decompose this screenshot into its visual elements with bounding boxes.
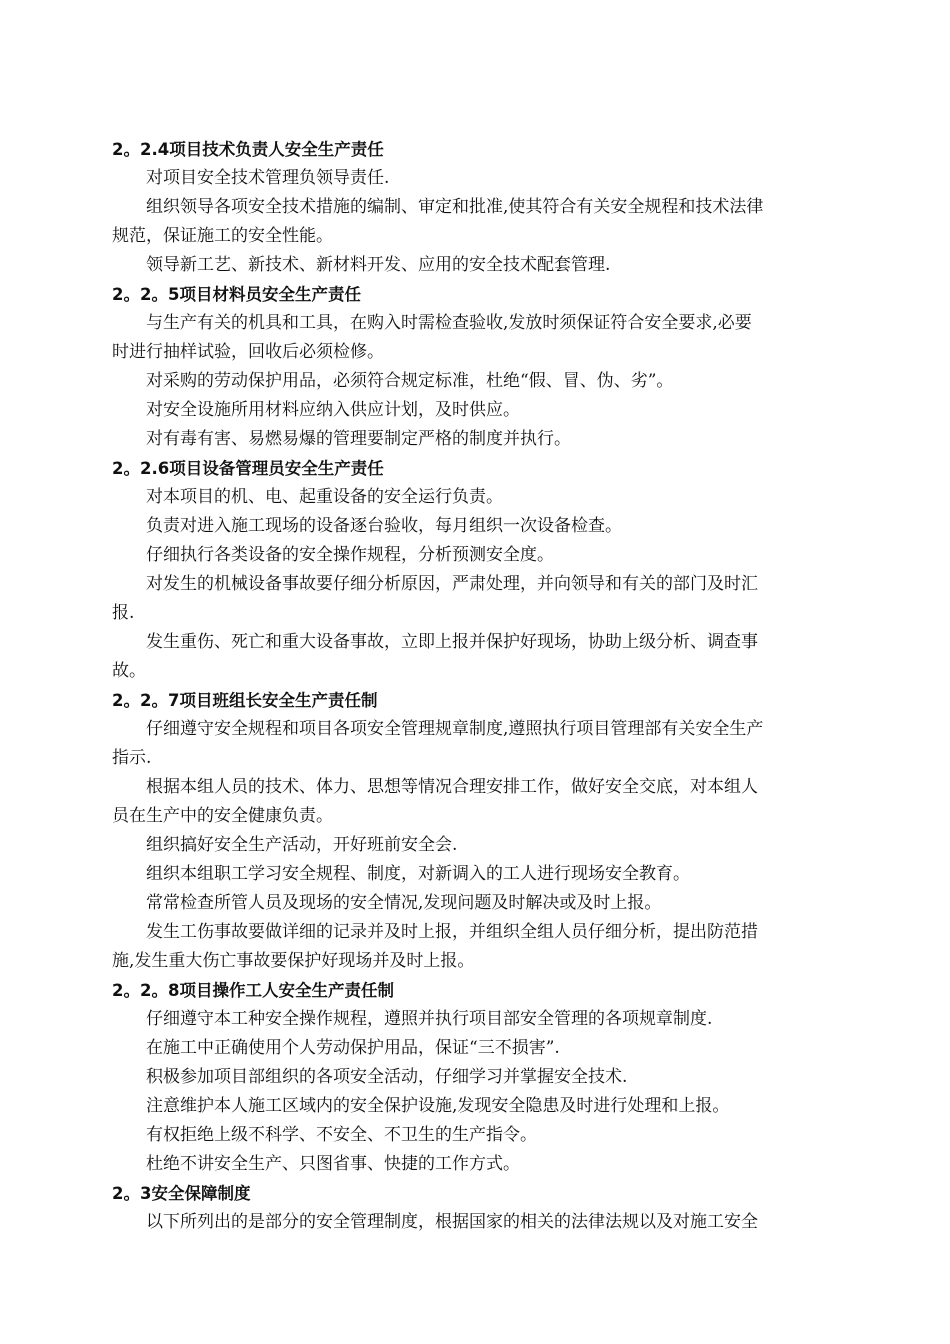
paragraph-continuation: 规范，保证施工的安全性能。 (112, 226, 333, 246)
section-heading-2-3: 2。3安全保障制度 (112, 1184, 251, 1203)
section-heading-2-2-5: 2。2。5项目材料员安全生产责任 (112, 285, 361, 304)
paragraph: 对本项目的机、电、起重设备的安全运行负责。 (146, 487, 503, 507)
paragraph: 组织搞好安全生产活动，开好班前安全会. (146, 835, 458, 855)
paragraph: 组织本组职工学习安全规程、制度，对新调入的工人进行现场安全教育。 (146, 864, 690, 884)
paragraph: 发生重伤、死亡和重大设备事故，立即上报并保护好现场，协助上级分析、调查事 (146, 632, 758, 652)
paragraph: 常常检查所管人员及现场的安全情况,发现问题及时解决或及时上报。 (146, 893, 662, 913)
paragraph: 对项目安全技术管理负领导责任. (146, 168, 390, 188)
paragraph: 对采购的劳动保护用品，必须符合规定标准，杜绝“假、冒、伪、劣”。 (146, 371, 674, 391)
paragraph-continuation: 故。 (112, 661, 146, 681)
paragraph: 在施工中正确使用个人劳动保护用品，保证“三不损害”. (146, 1038, 560, 1058)
paragraph-continuation: 指示. (112, 748, 152, 768)
document-page (112, 135, 852, 1237)
section-heading-2-2-8: 2。2。8项目操作工人安全生产责任制 (112, 981, 394, 1000)
paragraph: 对发生的机械设备事故要仔细分析原因，严肃处理，并向领导和有关的部门及时汇 (146, 574, 758, 594)
paragraph-continuation: 员在生产中的安全健康负责。 (112, 806, 333, 826)
paragraph: 杜绝不讲安全生产、只图省事、快捷的工作方式。 (146, 1154, 520, 1174)
paragraph-continuation: 施,发生重大伤亡事故要保护好现场并及时上报。 (112, 951, 475, 971)
paragraph: 有权拒绝上级不科学、不安全、不卫生的生产指令。 (146, 1125, 537, 1145)
paragraph: 注意维护本人施工区域内的安全保护设施,发现安全隐患及时进行处理和上报。 (146, 1096, 730, 1116)
paragraph-continuation: 时进行抽样试验，回收后必须检修。 (112, 342, 384, 362)
section-heading-2-2-4: 2。2.4项目技术负责人安全生产责任 (112, 140, 384, 159)
paragraph: 与生产有关的机具和工具，在购入时需检查验收,发放时须保证符合安全要求,必要 (146, 313, 752, 333)
paragraph: 负责对进入施工现场的设备逐台验收，每月组织一次设备检查。 (146, 516, 622, 536)
paragraph: 仔细遵守安全规程和项目各项安全管理规章制度,遵照执行项目管理部有关安全生产 (146, 719, 764, 739)
paragraph: 仔细遵守本工种安全操作规程，遵照并执行项目部安全管理的各项规章制度. (146, 1009, 713, 1029)
paragraph: 对安全设施所用材料应纳入供应计划，及时供应。 (146, 400, 520, 420)
paragraph-continuation: 报. (112, 603, 135, 623)
paragraph: 组织领导各项安全技术措施的编制、审定和批准,使其符合有关安全规程和技术法律 (146, 197, 764, 217)
paragraph: 以下所列出的是部分的安全管理制度，根据国家的相关的法律法规以及对施工安全 (146, 1212, 758, 1232)
paragraph: 领导新工艺、新技术、新材料开发、应用的安全技术配套管理. (146, 255, 611, 275)
paragraph: 根据本组人员的技术、体力、思想等情况合理安排工作，做好安全交底，对本组人 (146, 777, 758, 797)
section-heading-2-2-6: 2。2.6项目设备管理员安全生产责任 (112, 459, 384, 478)
paragraph: 发生工伤事故要做详细的记录并及时上报，并组织全组人员仔细分析，提出防范措 (146, 922, 758, 942)
paragraph: 对有毒有害、易燃易爆的管理要制定严格的制度并执行。 (146, 429, 571, 449)
paragraph: 积极参加项目部组织的各项安全活动，仔细学习并掌握安全技术. (146, 1067, 628, 1087)
section-heading-2-2-7: 2。2。7项目班组长安全生产责任制 (112, 691, 378, 710)
paragraph: 仔细执行各类设备的安全操作规程，分析预测安全度。 (146, 545, 554, 565)
